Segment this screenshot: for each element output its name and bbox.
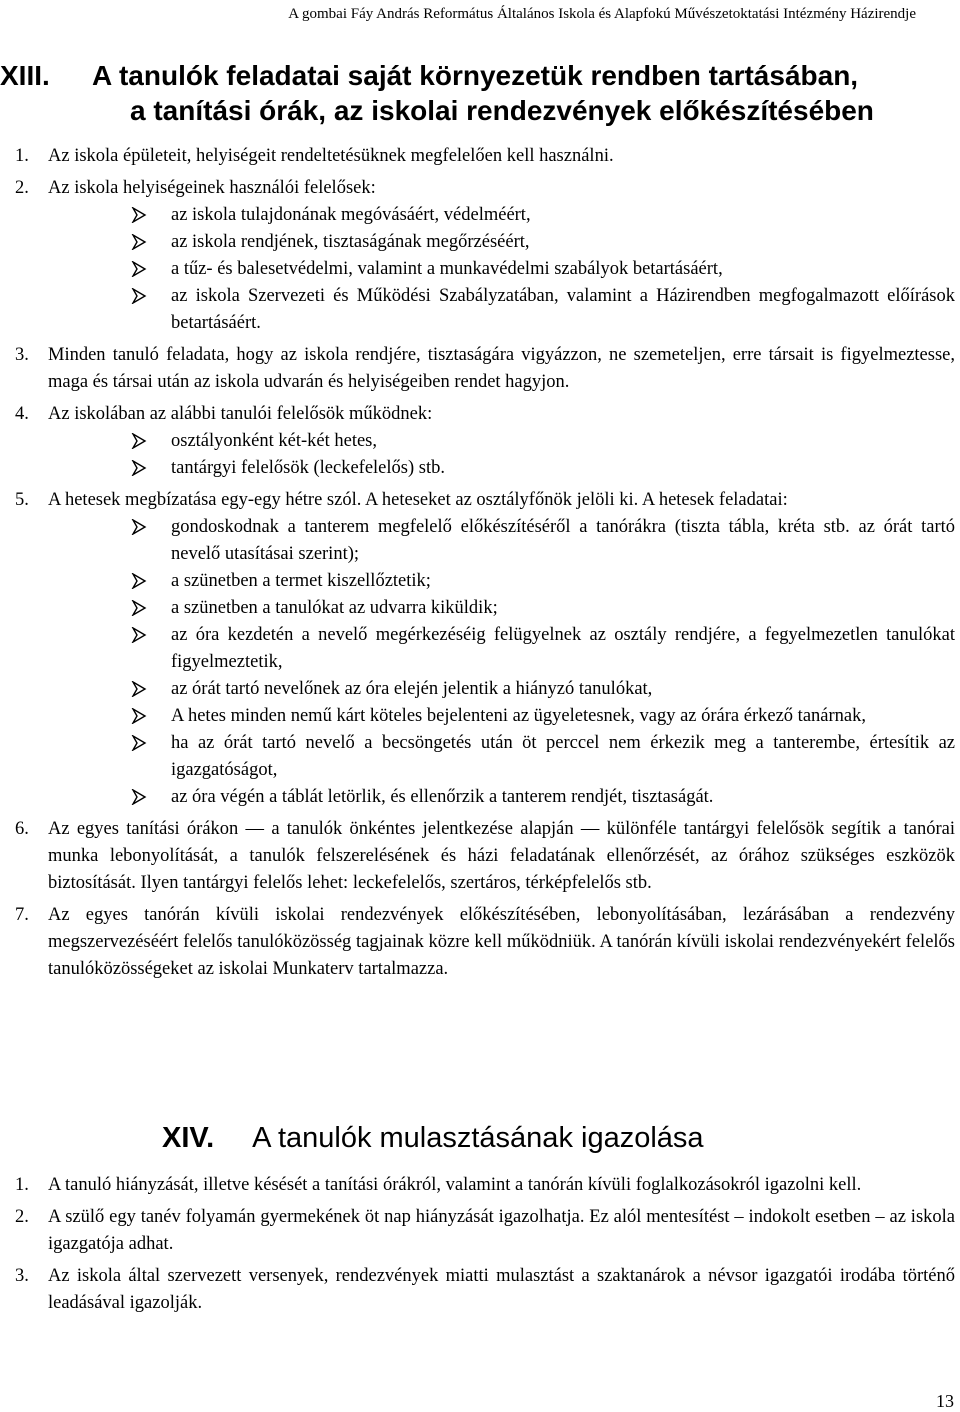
arrowhead-bullet-icon [131, 428, 151, 458]
item-number: 1. [15, 1175, 29, 1195]
bullet-text: a szünetben a termet kiszellőztetik; [171, 571, 431, 591]
bullet-item [48, 428, 955, 455]
item-number: 3. [15, 345, 29, 365]
bullet-text: tantárgyi felelősök (leckefelelős) stb. [171, 458, 445, 478]
list-item [15, 1263, 955, 1317]
section2-number: XIV. [162, 1122, 215, 1154]
list-item [15, 143, 955, 170]
list-item [15, 1204, 955, 1258]
bullet-item [48, 595, 955, 622]
section2-items [15, 1172, 955, 1322]
bullet-item [48, 676, 955, 703]
arrowhead-bullet-icon [131, 730, 151, 760]
item-text: Az egyes tanítási órákon — a tanulók önkéntes jelentkezése alapján — különféle tantárgyi felelősök segítik a tanórai munka lebonyolítását, a tanulók felszerelésének és házi feladatának ellenőrzését, az órához szükséges eszközök biztosítását. Ilyen tantárgyi felelős lehet: leckefelelős, szertáros, térképfelelős stb. [48, 819, 955, 893]
bullet-item [48, 455, 955, 482]
arrowhead-bullet-icon [131, 676, 151, 706]
chapter-number: XIII. [0, 60, 50, 91]
item-text: Az iskola helyiségeinek használói felelősek: [48, 178, 376, 198]
bullet-text: osztályonként két-két hetes, [171, 431, 378, 451]
list-item [15, 401, 955, 482]
item-text: Minden tanuló feladata, hogy az iskola rendjére, tisztaságára vigyázzon, ne szemeteljen, erre társait is figyelmeztesse, maga és társai után az iskola udvarán és helyiségeiben rendet hagyjon. [48, 345, 955, 392]
bullet-text: az iskola Szervezeti és Működési Szabályzatában, valamint a Házirendben megfogalmazott előírások betartásáért. [171, 286, 955, 333]
item-spacer [15, 1318, 955, 1322]
bullet-list [48, 514, 955, 811]
arrowhead-bullet-icon [131, 283, 151, 313]
item-text: A tanuló hiányzását, illetve késését a tanítási órákról, valamint a tanórán kívüli foglalkozásokról igazolni kell. [48, 1175, 862, 1195]
bullet-item [48, 202, 955, 229]
list-item [15, 175, 955, 337]
chapter-title-line1: A tanulók feladatai saját környezetük rendben tartásában, [92, 60, 859, 91]
bullet-item [48, 622, 955, 676]
list-item [15, 487, 955, 811]
bullet-text: az órát tartó nevelőnek az óra elején jelentik a hiányzó tanulókat, [171, 679, 653, 699]
arrowhead-bullet-icon [131, 455, 151, 485]
section2-title [162, 1120, 704, 1156]
bullet-list [48, 202, 955, 337]
chapter-items [15, 143, 955, 988]
item-text: Az iskola által szervezett versenyek, rendezvények miatti mulasztást a szaktanárok a névsor igazgatói irodába történő leadásával igazolják. [48, 1266, 955, 1313]
bullet-item [48, 730, 955, 784]
arrowhead-bullet-icon [131, 784, 151, 814]
arrowhead-bullet-icon [131, 622, 151, 652]
item-text: A hetesek megbízatása egy-egy hétre szól. A heteseket az osztályfőnök jelöli ki. A hetesek feladatai: [48, 490, 788, 510]
section2-title-text: A tanulók mulasztásának igazolása [252, 1122, 704, 1154]
item-number: 5. [15, 490, 29, 510]
running-header: A gombai Fáy András Református Általános Iskola és Alapfokú Művészetoktatási Intézmény Házirendje [288, 6, 916, 22]
bullet-item [48, 568, 955, 595]
arrowhead-bullet-icon [131, 568, 151, 598]
bullet-item [48, 703, 955, 730]
item-number: 3. [15, 1266, 29, 1286]
item-text: Az iskola épületeit, helyiségeit rendeltetésüknek megfelelően kell használni. [48, 146, 614, 166]
bullet-text: az iskola rendjének, tisztaságának megőrzéséért, [171, 232, 530, 252]
page-number: 13 [936, 1391, 954, 1411]
bullet-text: a tűz- és balesetvédelmi, valamint a munkavédelmi szabályok betartásáért, [171, 259, 723, 279]
item-text: A szülő egy tanév folyamán gyermekének öt nap hiányzását igazolhatja. Ez alól mentesítést – indokolt esetben – az iskola igazgatója adhat. [48, 1207, 955, 1254]
bullet-item [48, 784, 955, 811]
arrowhead-bullet-icon [131, 202, 151, 232]
item-text: Az egyes tanórán kívüli iskolai rendezvények előkészítésében, lebonyolításában, lezárásában a rendezvény megszervezéséért felelős tanulóközösség tagjainak közre kell működniük. A tanórán kívüli iskolai rendezvényekért felelős tanulóközösségeket az iskolai Munkaterv tartalmazza. [48, 905, 955, 979]
item-number: 6. [15, 819, 29, 839]
item-number: 7. [15, 905, 29, 925]
item-spacer [15, 984, 955, 988]
bullet-item [48, 514, 955, 568]
bullet-text: az óra végén a táblát letörlik, és ellenőrzik a tanterem rendjét, tisztaságát. [171, 787, 714, 807]
bullet-text: gondoskodnak a tanterem megfelelő előkészítéséről a tanórákra (tiszta tábla, kréta stb. az órát tartó nevelő utasításai szerint); [171, 517, 955, 564]
bullet-text: az óra kezdetén a nevelő megérkezéséig felügyelnek az osztály rendjére, a fegyelmezetlen tanulókat figyelmeztetik, [171, 625, 955, 672]
chapter-title-line2: a tanítási órák, az iskolai rendezvények előkészítésében [130, 95, 874, 126]
arrowhead-bullet-icon [131, 256, 151, 286]
bullet-text: ha az órát tartó nevelő a becsöngetés után öt perccel nem érkezik meg a tanterembe, értesítik az igazgatóságot, [171, 733, 955, 780]
list-item [15, 816, 955, 897]
bullet-text: A hetes minden nemű kárt köteles bejelenteni az ügyeletesnek, vagy az órára érkező tanárnak, [171, 706, 866, 726]
bullet-item [48, 256, 955, 283]
arrowhead-bullet-icon [131, 514, 151, 544]
item-number: 4. [15, 404, 29, 424]
item-text: Az iskolában az alábbi tanulói felelősök működnek: [48, 404, 433, 424]
bullet-item [48, 283, 955, 337]
bullet-item [48, 229, 955, 256]
list-item [15, 1172, 955, 1199]
arrowhead-bullet-icon [131, 595, 151, 625]
item-number: 2. [15, 1207, 29, 1227]
bullet-text: a szünetben a tanulókat az udvarra kiküldik; [171, 598, 498, 618]
list-item [15, 342, 955, 396]
list-item [15, 902, 955, 983]
bullet-text: az iskola tulajdonának megóvásáért, védelméért, [171, 205, 531, 225]
item-number: 1. [15, 146, 29, 166]
item-number: 2. [15, 178, 29, 198]
arrowhead-bullet-icon [131, 703, 151, 733]
bullet-list [48, 428, 955, 482]
arrowhead-bullet-icon [131, 229, 151, 259]
